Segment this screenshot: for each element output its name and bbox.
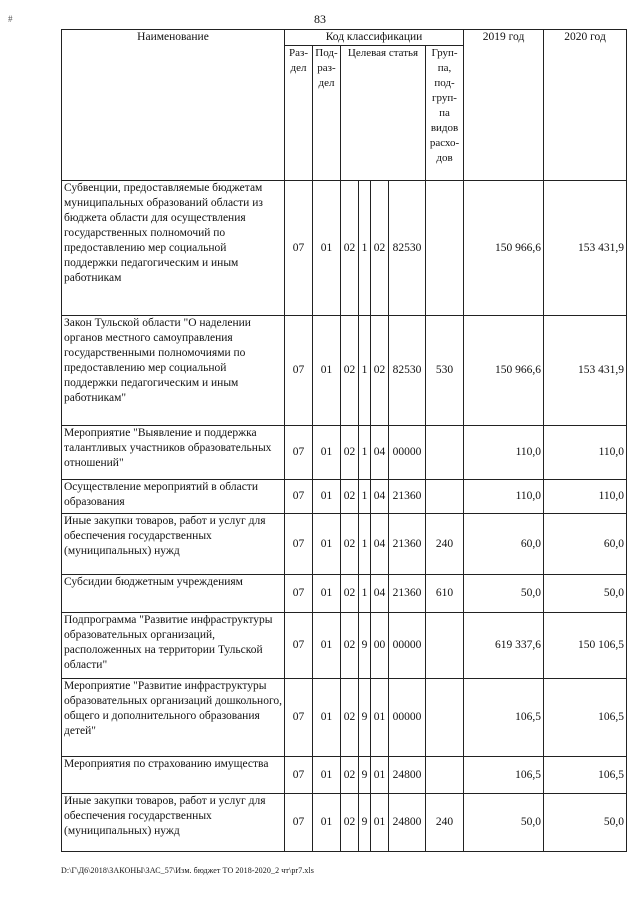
row-cs2: 9 (359, 757, 371, 794)
row-cs4: 24800 (389, 757, 426, 794)
header-expense-group: Груп-па, под-груп-па видов расхо-дов (426, 46, 464, 181)
margin-mark: # (8, 14, 13, 24)
row-cs4: 21360 (389, 575, 426, 613)
row-vr: 530 (426, 316, 464, 426)
header-target-article: Целевая статья (341, 46, 426, 181)
table-row (62, 757, 627, 794)
table-row (62, 613, 627, 679)
row-name: Иные закупки товаров, работ и услуг для обеспечения государственных (муниципальных) нужд (62, 794, 285, 852)
table-row (62, 575, 627, 613)
row-cs2: 9 (359, 794, 371, 852)
row-cs1: 02 (341, 426, 359, 480)
row-cs3: 04 (371, 575, 389, 613)
row-cs4: 00000 (389, 613, 426, 679)
row-podrazdel: 01 (313, 757, 341, 794)
page-number: 83 (314, 12, 326, 26)
table-row (62, 426, 627, 480)
row-podrazdel: 01 (313, 575, 341, 613)
table-row (62, 514, 627, 575)
row-2020: 106,5 (544, 679, 627, 757)
header-2019: 2019 год (464, 30, 544, 181)
row-cs1: 02 (341, 575, 359, 613)
row-podrazdel: 01 (313, 794, 341, 852)
row-cs1: 02 (341, 514, 359, 575)
budget-table (61, 29, 627, 852)
row-2019: 106,5 (464, 757, 544, 794)
row-2020: 106,5 (544, 757, 627, 794)
row-cs1: 02 (341, 613, 359, 679)
row-cs1: 02 (341, 181, 359, 316)
row-name: Подпрограмма "Развитие инфраструктуры образовательных организаций, расположенных на территории Тульской области" (62, 613, 285, 679)
row-podrazdel: 01 (313, 679, 341, 757)
row-podrazdel: 01 (313, 613, 341, 679)
row-vr: 610 (426, 575, 464, 613)
header-2020: 2020 год (544, 30, 627, 181)
row-name: Мероприятие "Выявление и поддержка талантливых участников образовательных отношений" (62, 426, 285, 480)
row-cs2: 1 (359, 426, 371, 480)
row-vr (426, 679, 464, 757)
row-name: Закон Тульской области "О наделении органов местного самоуправления государственными полномочиями по предоставлению мер социальной поддержки педагогическим и иным работникам" (62, 316, 285, 426)
row-razdel: 07 (285, 575, 313, 613)
row-razdel: 07 (285, 480, 313, 514)
row-vr (426, 613, 464, 679)
row-razdel: 07 (285, 426, 313, 480)
row-cs4: 00000 (389, 679, 426, 757)
row-razdel: 07 (285, 613, 313, 679)
row-razdel: 07 (285, 514, 313, 575)
row-vr: 240 (426, 514, 464, 575)
row-cs4: 82530 (389, 181, 426, 316)
row-2020: 110,0 (544, 426, 627, 480)
row-name: Осуществление мероприятий в области образования (62, 480, 285, 514)
row-cs3: 04 (371, 480, 389, 514)
row-cs2: 9 (359, 679, 371, 757)
row-2020: 153 431,9 (544, 316, 627, 426)
row-razdel: 07 (285, 316, 313, 426)
row-name: Иные закупки товаров, работ и услуг для обеспечения государственных (муниципальных) нужд (62, 514, 285, 575)
row-cs4: 00000 (389, 426, 426, 480)
row-2019: 50,0 (464, 794, 544, 852)
row-cs3: 04 (371, 426, 389, 480)
row-2020: 153 431,9 (544, 181, 627, 316)
row-cs2: 1 (359, 181, 371, 316)
table-row (62, 480, 627, 514)
row-cs1: 02 (341, 316, 359, 426)
row-cs2: 1 (359, 316, 371, 426)
row-podrazdel: 01 (313, 181, 341, 316)
row-vr (426, 757, 464, 794)
row-2019: 60,0 (464, 514, 544, 575)
row-podrazdel: 01 (313, 514, 341, 575)
row-name: Субвенции, предоставляемые бюджетам муниципальных образований области из бюджета области для осуществления государственных полномочий по предоставлению мер социальной поддержки педагогическим и иным работникам (62, 181, 285, 316)
header-name: Наименование (62, 30, 285, 181)
row-2019: 619 337,6 (464, 613, 544, 679)
row-vr: 240 (426, 794, 464, 852)
row-cs3: 01 (371, 757, 389, 794)
row-cs2: 1 (359, 480, 371, 514)
row-2020: 150 106,5 (544, 613, 627, 679)
row-2019: 110,0 (464, 480, 544, 514)
row-cs3: 04 (371, 514, 389, 575)
row-cs4: 82530 (389, 316, 426, 426)
table-row (62, 794, 627, 852)
row-cs4: 21360 (389, 480, 426, 514)
row-cs1: 02 (341, 794, 359, 852)
row-2020: 50,0 (544, 794, 627, 852)
table-row (62, 679, 627, 757)
row-podrazdel: 01 (313, 426, 341, 480)
row-cs1: 02 (341, 679, 359, 757)
footer-file-path: D:\Г\Д6\2018\ЗАКОНЫ\ЗАС_57\Изм. бюджет ТО 2018-2020_2 чт\pr7.xls (61, 866, 315, 875)
row-cs3: 01 (371, 794, 389, 852)
row-2019: 106,5 (464, 679, 544, 757)
header-classification: Код классификации (285, 30, 464, 46)
header-subsection: Под-раз-дел (313, 46, 341, 181)
row-2020: 50,0 (544, 575, 627, 613)
row-vr (426, 426, 464, 480)
row-cs3: 00 (371, 613, 389, 679)
row-name: Субсидии бюджетным учреждениям (62, 575, 285, 613)
row-2019: 110,0 (464, 426, 544, 480)
row-cs2: 9 (359, 613, 371, 679)
row-2019: 50,0 (464, 575, 544, 613)
row-razdel: 07 (285, 679, 313, 757)
row-razdel: 07 (285, 794, 313, 852)
row-cs3: 02 (371, 181, 389, 316)
row-podrazdel: 01 (313, 316, 341, 426)
row-cs3: 01 (371, 679, 389, 757)
table-row (62, 316, 627, 426)
row-2019: 150 966,6 (464, 316, 544, 426)
header-section: Раз-дел (285, 46, 313, 181)
row-cs2: 1 (359, 575, 371, 613)
row-razdel: 07 (285, 757, 313, 794)
row-vr (426, 181, 464, 316)
row-vr (426, 480, 464, 514)
row-podrazdel: 01 (313, 480, 341, 514)
row-2019: 150 966,6 (464, 181, 544, 316)
row-cs1: 02 (341, 480, 359, 514)
row-cs3: 02 (371, 316, 389, 426)
row-2020: 110,0 (544, 480, 627, 514)
row-name: Мероприятия по страхованию имущества (62, 757, 285, 794)
row-cs4: 24800 (389, 794, 426, 852)
table-row (62, 181, 627, 316)
row-name: Мероприятие "Развитие инфраструктуры образовательных организаций дошкольного, общего и дополнительного образования детей" (62, 679, 285, 757)
row-razdel: 07 (285, 181, 313, 316)
row-2020: 60,0 (544, 514, 627, 575)
row-cs4: 21360 (389, 514, 426, 575)
row-cs1: 02 (341, 757, 359, 794)
row-cs2: 1 (359, 514, 371, 575)
